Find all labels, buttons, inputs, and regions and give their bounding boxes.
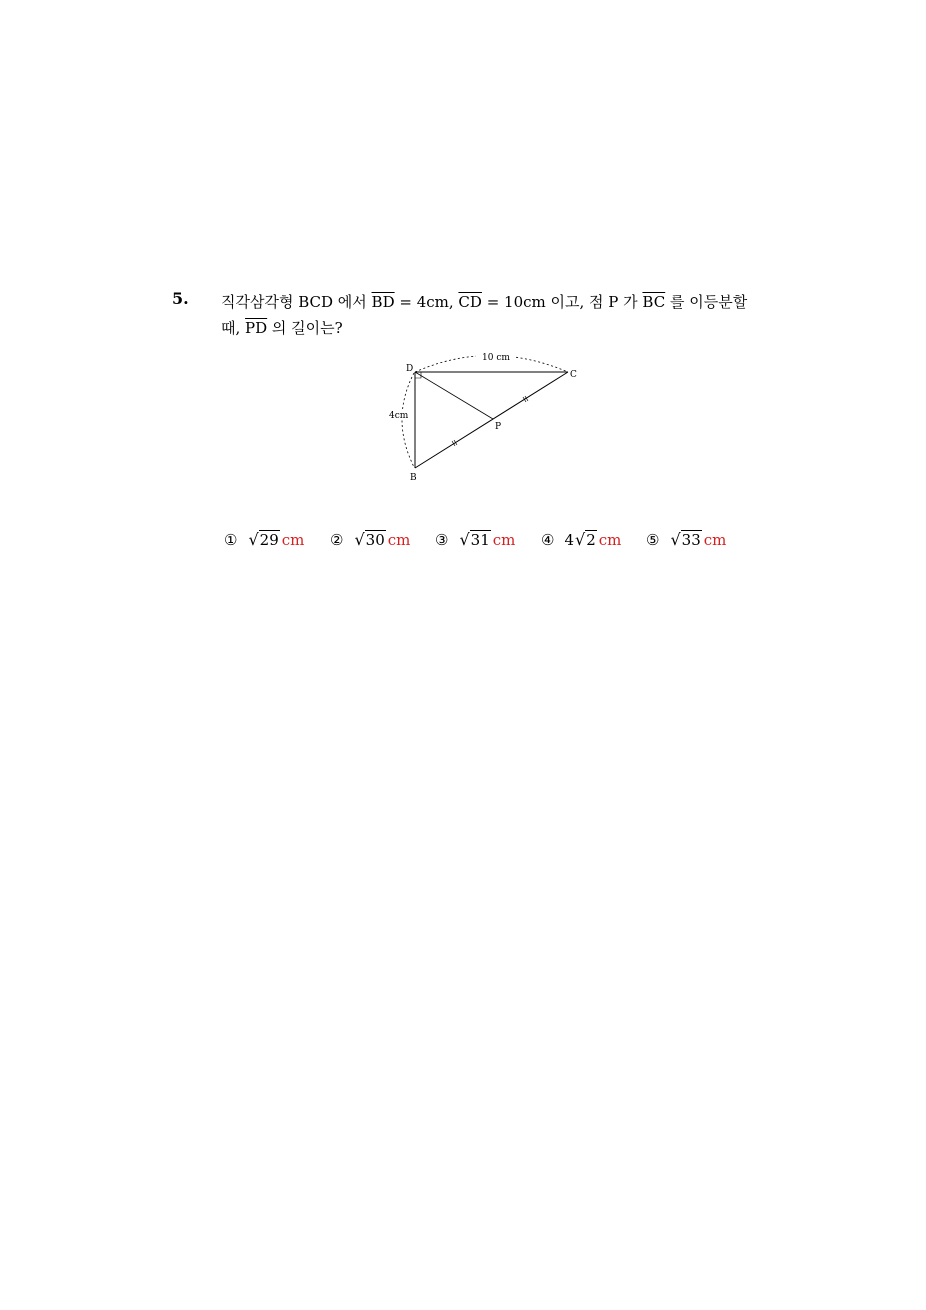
segment-pd: $\overline{PD}$: [245, 319, 268, 337]
label-top-length: 10 cm: [482, 353, 510, 363]
choice-unit: cm: [492, 531, 516, 549]
choice-unit: cm: [387, 531, 411, 549]
segment-dp: [415, 372, 493, 419]
choice-3[interactable]: [435, 530, 515, 549]
sqrt-icon: √: [670, 530, 681, 549]
question-line-1: [221, 289, 761, 315]
question-part: 직각삼각형 BCD 에서: [221, 293, 372, 311]
question-part: = 10cm 이고, 점 P 가: [481, 293, 643, 311]
segment-bc: $\overline{BC}$: [642, 293, 666, 311]
label-c: C: [570, 370, 577, 380]
choice-coefficient: 4: [564, 531, 574, 549]
question-line-2: [221, 315, 761, 341]
segment-cd: $\overline{CD}$: [458, 293, 482, 311]
choice-marker: ④: [541, 531, 555, 549]
sqrt-icon: √: [248, 530, 259, 549]
question-part: 때,: [221, 319, 246, 337]
question-part: 를 이등분할: [665, 293, 748, 311]
answer-choices: [224, 530, 744, 556]
choice-unit: cm: [703, 531, 727, 549]
question-part: = 4cm,: [394, 293, 459, 311]
choice-5[interactable]: [646, 530, 726, 549]
triangle-figure: [380, 345, 590, 485]
choice-marker: ⑤: [646, 531, 660, 549]
question-part: 의 길이는?: [267, 319, 343, 337]
choice-marker: ③: [435, 531, 449, 549]
sqrt-icon: √: [575, 530, 586, 549]
choice-marker: ②: [330, 531, 344, 549]
choice-radicand: 2: [586, 531, 596, 549]
label-p: P: [495, 422, 502, 432]
problem-number: 5.: [172, 289, 189, 308]
choice-2[interactable]: [330, 530, 410, 549]
sqrt-icon: √: [459, 530, 470, 549]
sqrt-icon: √: [354, 530, 365, 549]
question-text: [221, 289, 761, 341]
label-b: B: [410, 473, 417, 483]
choice-radicand: 30: [365, 531, 385, 549]
side-bc: [415, 372, 568, 468]
choice-unit: cm: [281, 531, 305, 549]
choice-radicand: 29: [259, 531, 279, 549]
segment-bd: $\overline{BD}$: [371, 293, 395, 311]
label-d: D: [406, 364, 414, 374]
choice-radicand: 33: [681, 531, 701, 549]
choice-radicand: 31: [470, 531, 490, 549]
choice-4[interactable]: [541, 530, 621, 549]
choice-marker: ①: [224, 531, 238, 549]
label-left-length: 4cm: [389, 411, 409, 421]
choice-1[interactable]: [224, 530, 304, 549]
choice-unit: cm: [598, 531, 622, 549]
